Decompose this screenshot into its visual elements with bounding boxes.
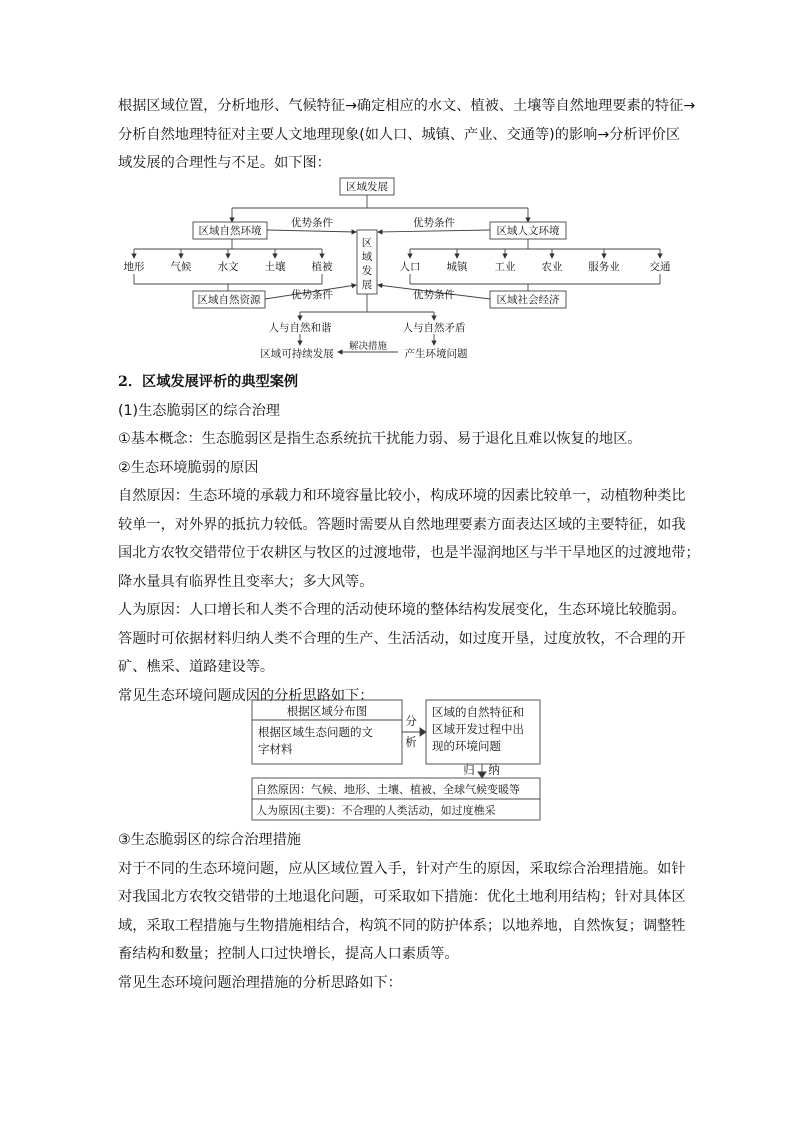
induce-char: 归 (463, 763, 475, 777)
subsection-title: (1)生态脆弱区的综合治理 (118, 402, 280, 419)
box-map: 根据区域分布图 (286, 704, 368, 718)
left-item: 土壤 (264, 261, 286, 273)
result-line: 区域的自然特征和 (432, 705, 524, 719)
text-line: 较单一，对外界的抵抗力较低。答题时需要从自然地理要素方面表达区域的主要特征，如我 (118, 516, 686, 533)
human-cause: 人为原因(主要)：不合理的人类活动，如过度樵采 (256, 804, 496, 817)
left-item: 气候 (170, 261, 192, 273)
text-line: 对于不同的生态环境问题，应从区域位置入手，针对产生的原因，采取综合治理措施。如针 (118, 860, 686, 877)
natural-res-label: 区域自然资源 (197, 294, 261, 306)
natural-cause: 自然原因：气候、地形、土壤、植被、全球气候变暖等 (256, 783, 520, 796)
basic-concept: ①基本概念：生态脆弱区是指生态系统抗干扰能力弱、易于退化且难以恢复的地区。 (118, 431, 642, 447)
text-line: 根据区域位置，分析地形、气候特征→确定相应的水文、植被、土壤等自然地理要素的特征→ (118, 98, 696, 114)
result-line: 区域开发过程中出 (432, 722, 524, 736)
text-line: 分析自然地理特征对主要人文地理现象(如人口、城镇、产业、交通等)的影响→分析评价区 (118, 126, 681, 143)
right-item: 工业 (494, 261, 516, 273)
social-econ-label: 区域社会经济 (496, 294, 560, 306)
right-item: 城镇 (446, 261, 468, 273)
cause-intro: 常见生态环境问题成因的分析思路如下： (118, 687, 374, 704)
text-line: 域，采取工程措施与生物措施相结合，构筑不同的防护体系；以地养地，自然恢复；调整牲 (118, 917, 686, 934)
left-item: 地形 (123, 261, 145, 273)
left-item: 水文 (217, 261, 239, 273)
text-line: 自然原因：生态环境的承载力和环境容量比较小，构成环境的因素比较单一，动植物种类比 (118, 488, 686, 504)
section-title: 2．区域发展评析的典型案例 (118, 374, 299, 390)
induce-char: 纳 (488, 763, 500, 777)
text-line: 降水量具有临界性且变率大；多大风等。 (118, 573, 374, 590)
analyze-char: 析 (405, 735, 417, 749)
text-line: 域发展的合理性与不足。如下图： (118, 155, 331, 171)
measure-intro: 常见生态环境问题治理措施的分析思路如下： (118, 974, 402, 991)
center-char: 域 (361, 251, 373, 263)
text-line: 矿、樵采、道路建设等。 (118, 659, 275, 675)
box-text-line: 根据区域生态问题的文 (258, 725, 373, 739)
measures-heading: ③生态脆弱区的综合治理措施 (118, 832, 301, 848)
center-char: 区 (361, 237, 373, 249)
text-line: 答题时可依据材料归纳人类不合理的生产、生活活动，如过度开垦，过度放牧，不合理的开 (118, 630, 686, 647)
measures-section (118, 826, 686, 997)
harmony-label: 人与自然和谐 (268, 322, 332, 334)
text-line: 畜结构和数量；控制人口过快增长，提高人口素质等。 (118, 946, 459, 962)
advantage-label: 优势条件 (291, 289, 333, 301)
right-item: 人口 (399, 261, 421, 273)
right-item: 交通 (649, 261, 671, 273)
natural-env-label: 区域自然环境 (198, 225, 262, 237)
conflict-label: 人与自然矛盾 (402, 322, 466, 334)
center-char: 展 (361, 279, 373, 291)
text-line: 对我国北方农牧交错带的土地退化问题，可采取如下措施：优化土地利用结构；针对具体区 (118, 889, 686, 905)
box-text-line: 字材料 (258, 742, 293, 756)
advantage-label: 优势条件 (291, 217, 333, 229)
human-env-label: 区域人文环境 (496, 225, 560, 237)
advantage-label: 优势条件 (413, 289, 455, 301)
center-char: 发 (361, 265, 373, 277)
advantage-label: 优势条件 (413, 217, 455, 229)
right-item: 服务业 (588, 261, 620, 273)
text-line: 国北方农牧交错带位于农耕区与牧区的过渡地带，也是半湿润地区与半干旱地区的过渡地带； (118, 545, 700, 561)
left-item: 植被 (311, 261, 333, 273)
reason-heading: ②生态环境脆弱的原因 (118, 459, 259, 476)
top-box-label: 区域发展 (346, 181, 388, 193)
analyze-char: 分 (405, 714, 417, 728)
text-line: 人为原因：人口增长和人类不合理的活动使环境的整体结构发展变化，生态环境比较脆弱。 (118, 602, 686, 618)
right-item: 农业 (541, 261, 563, 273)
solve-label: 解决措施 (348, 341, 388, 352)
result-line: 现的环境问题 (432, 739, 501, 753)
sustainable-label: 区域可持续发展 (260, 348, 334, 360)
problem-label: 产生环境问题 (404, 348, 468, 360)
